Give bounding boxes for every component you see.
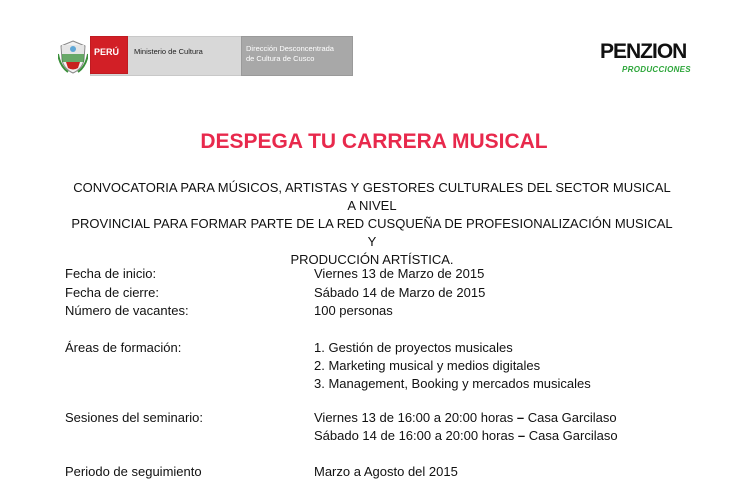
call-subtitle [70, 179, 674, 269]
page-title: DESPEGA TU CARRERA MUSICAL [200, 130, 548, 153]
area-item: 1. Gestión de proyectos musicales [314, 340, 513, 355]
ministry-name: Ministerio de Cultura [134, 47, 203, 56]
coat-of-arms-icon [58, 40, 88, 74]
areas-label: Áreas de formación: [65, 340, 182, 355]
vacancies-value: 100 personas [314, 303, 393, 318]
area-item: 2. Marketing musical y medios digitales [314, 358, 541, 373]
direction-line: de Cultura de Cusco [246, 54, 315, 63]
direction-name [246, 44, 346, 64]
session-time: Sábado 14 de 16:00 a 20:00 horas [314, 428, 515, 443]
end-date-label: Fecha de cierre: [65, 285, 159, 300]
session-separator: – [513, 410, 528, 425]
document-header [0, 0, 748, 110]
direction-line: Dirección Desconcentrada [246, 44, 334, 53]
vacancies-label: Número de vacantes: [65, 303, 189, 318]
session-item [314, 428, 618, 443]
session-item [314, 410, 617, 425]
subtitle-line: CONVOCATORIA PARA MÚSICOS, ARTISTAS Y GESTORES CULTURALES DEL SECTOR MUSICAL A NIVEL [73, 180, 671, 213]
producer-logo-sub: PRODUCCIONES [622, 65, 691, 74]
session-separator: – [514, 428, 529, 443]
area-item: 3. Management, Booking y mercados musicales [314, 376, 591, 391]
session-place: Casa Garcilaso [528, 428, 618, 443]
start-date-value: Viernes 13 de Marzo de 2015 [314, 266, 485, 281]
session-time: Viernes 13 de 16:00 a 20:00 horas [314, 410, 514, 425]
followup-label: Periodo de seguimiento [65, 464, 202, 479]
session-place: Casa Garcilaso [527, 410, 617, 425]
producer-logo-name: PENZION [600, 40, 687, 63]
start-date-label: Fecha de inicio: [65, 266, 157, 281]
subtitle-line: PROVINCIAL PARA FORMAR PARTE DE LA RED CUSQUEÑA DE PROFESIONALIZACIÓN MUSICAL Y [71, 216, 673, 249]
followup-value: Marzo a Agosto del 2015 [314, 464, 458, 479]
end-date-value: Sábado 14 de Marzo de 2015 [314, 285, 486, 300]
subtitle-line: PRODUCCIÓN ARTÍSTICA. [290, 252, 454, 267]
sessions-label: Sesiones del seminario: [65, 410, 204, 425]
peru-logo-text: PERÚ [94, 47, 120, 57]
